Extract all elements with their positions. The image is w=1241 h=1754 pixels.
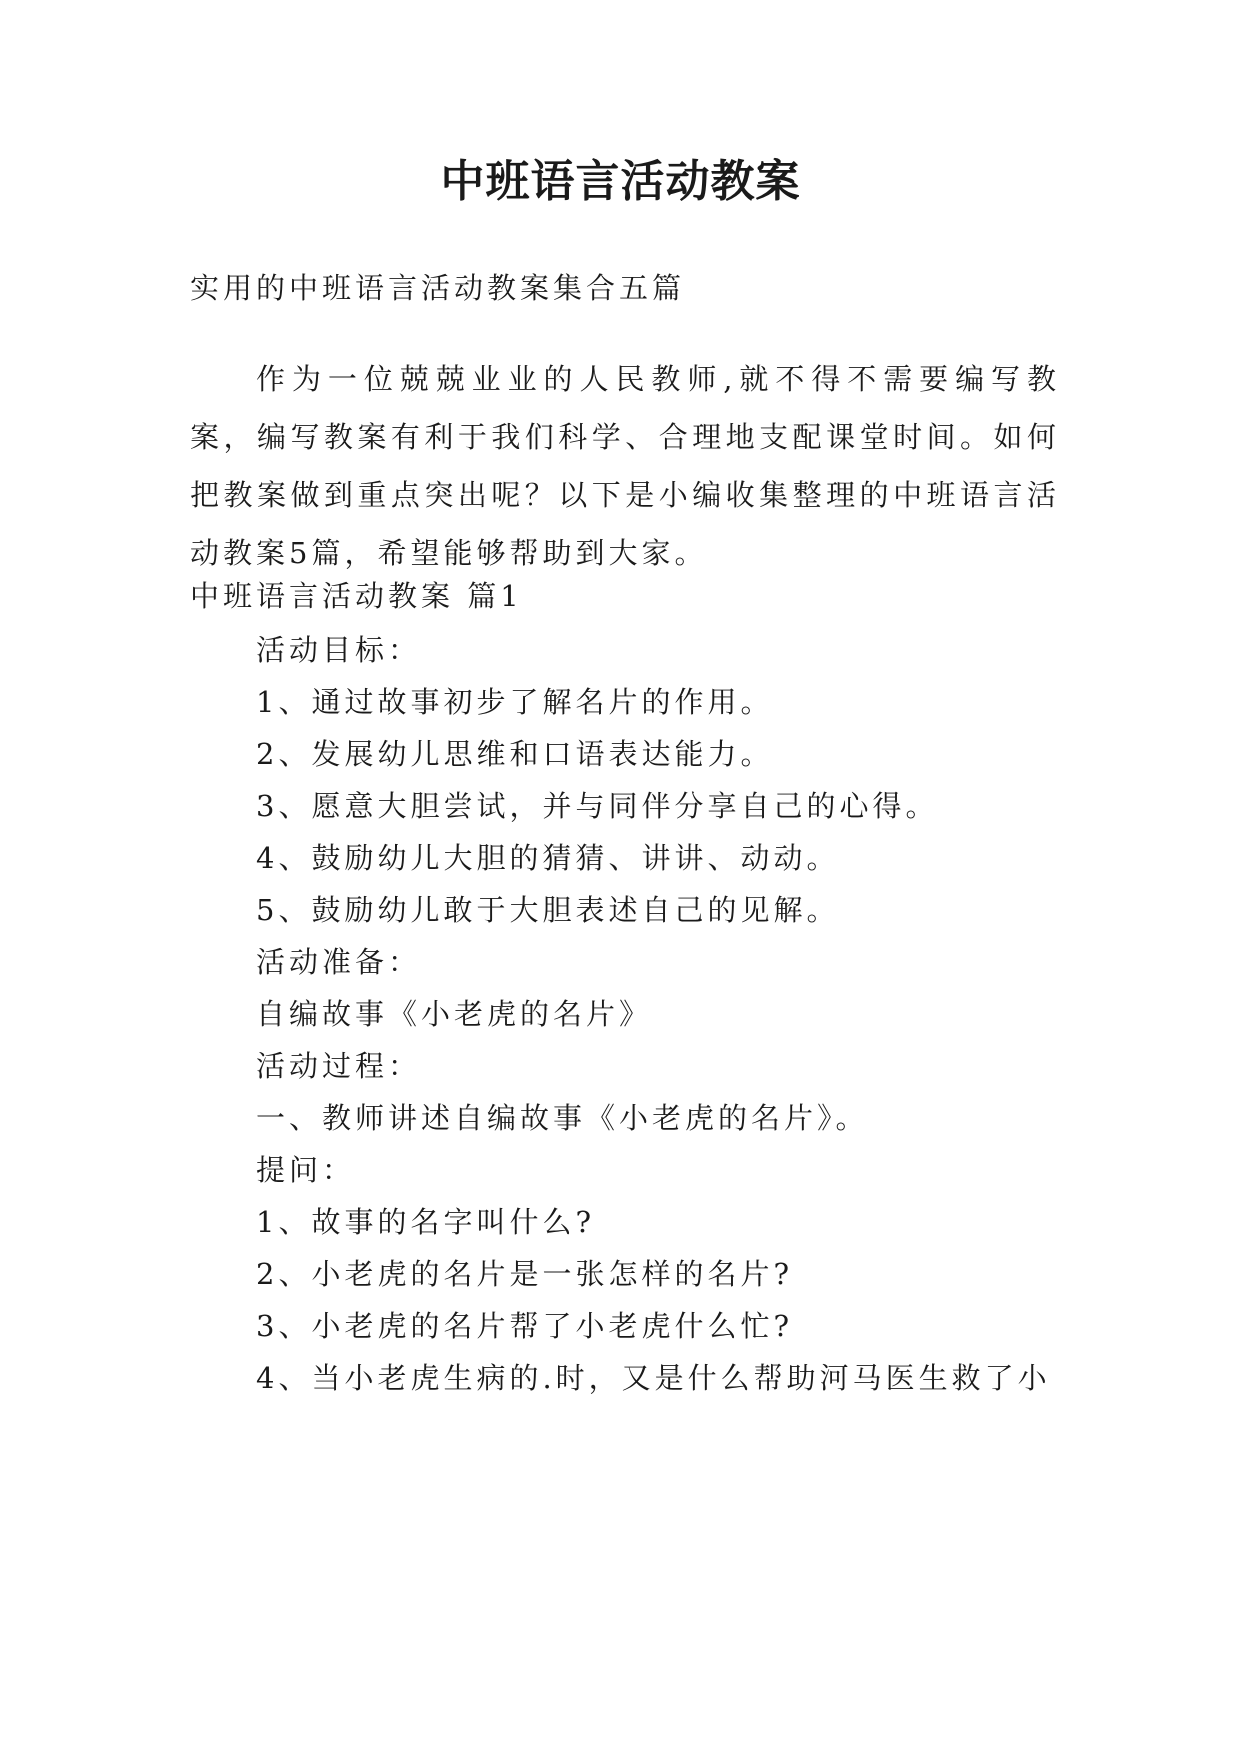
body-line: 4、当小老虎生病的.时，又是什么帮助河马医生救了小 <box>256 1361 1051 1395</box>
body-line: 自编故事《小老虎的名片》 <box>256 997 653 1031</box>
body-line: 3、愿意大胆尝试，并与同伴分享自己的心得。 <box>256 789 939 823</box>
document-subtitle: 实用的中班语言活动教案集合五篇 <box>190 271 686 305</box>
body-line: 5、鼓励幼儿敢于大胆表述自己的见解。 <box>256 893 840 927</box>
body-line: 一、教师讲述自编故事《小老虎的名片》。 <box>256 1101 869 1135</box>
section-heading: 中班语言活动教案 篇1 <box>190 579 523 613</box>
body-line: 提问： <box>256 1153 356 1187</box>
body-line: 1、通过故事初步了解名片的作用。 <box>256 685 774 719</box>
body-line: 活动准备： <box>256 945 422 979</box>
body-line: 1、故事的名字叫什么? <box>256 1205 595 1239</box>
body-line: 2、小老虎的名片是一张怎样的名片? <box>256 1257 793 1291</box>
body-line: 活动目标： <box>256 633 422 667</box>
body-line: 3、小老虎的名片帮了小老虎什么忙? <box>256 1309 793 1343</box>
body-line: 2、发展幼儿思维和口语表达能力。 <box>256 737 774 771</box>
body-line: 4、鼓励幼儿大胆的猜猜、讲讲、动动。 <box>256 841 840 875</box>
body-line: 活动过程： <box>256 1049 422 1083</box>
document-title: 中班语言活动教案 <box>440 156 801 207</box>
intro-paragraph: 作为一位兢兢业业的人民教师,就不得不需要编写教案，编写教案有利于我们科学、合理地支配课堂时间。如何把教案做到重点突出呢？以下是小编收集整理的中班语言活动教案5篇，希望能够帮助到大家。 <box>190 362 1060 570</box>
